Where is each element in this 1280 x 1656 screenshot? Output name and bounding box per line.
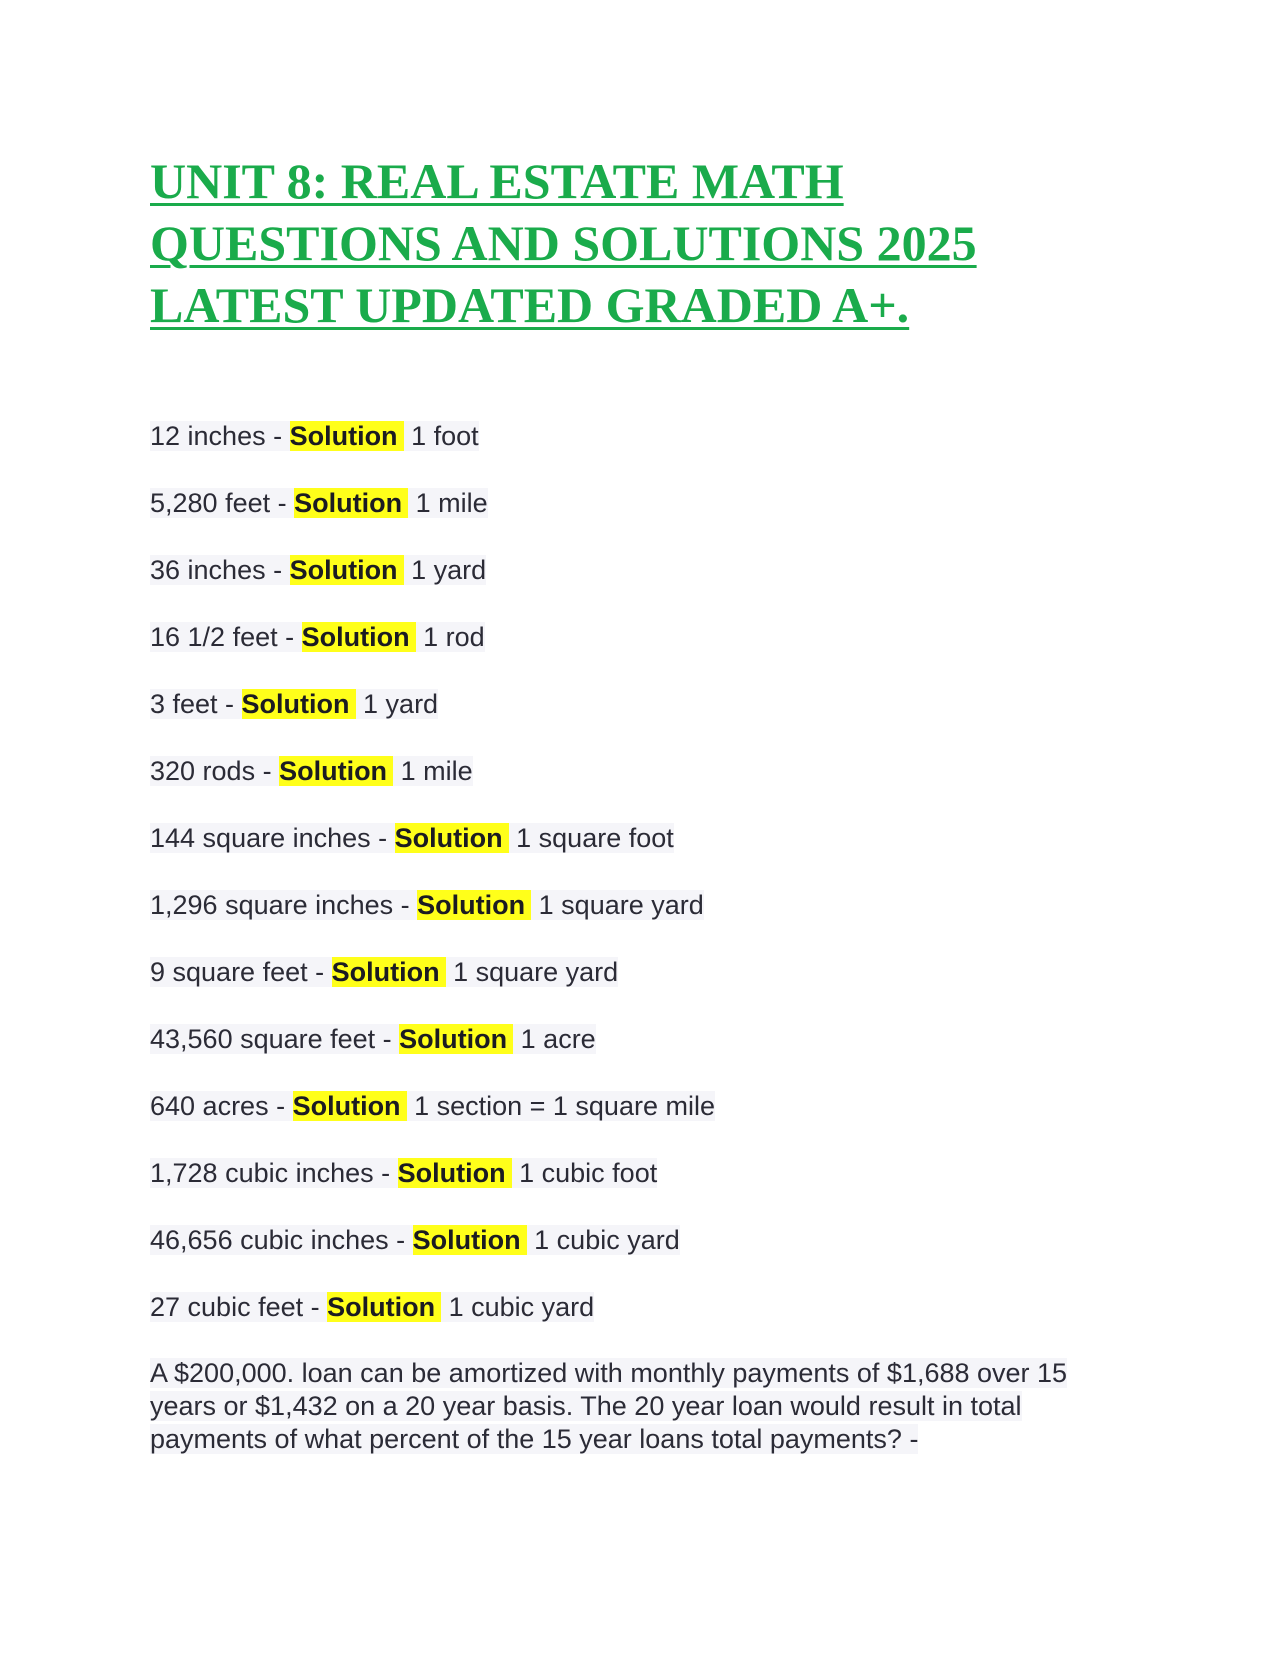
solution-label: Solution	[294, 488, 408, 518]
entry-answer: 1 mile	[408, 488, 488, 518]
entry-answer: 1 square yard	[531, 890, 704, 920]
question-paragraph	[150, 1357, 1110, 1456]
list-item	[150, 1156, 1130, 1223]
list-item	[150, 955, 1130, 1022]
list-item	[150, 486, 1130, 553]
list-item	[150, 888, 1130, 955]
list-item	[150, 419, 1130, 486]
solution-label: Solution	[395, 823, 509, 853]
list-item	[150, 553, 1130, 620]
entry-term: 5,280 feet -	[150, 488, 295, 518]
document-page	[150, 150, 1130, 1456]
entry-answer: 1 square foot	[508, 823, 674, 853]
list-item	[150, 620, 1130, 687]
entry-term: 36 inches -	[150, 555, 290, 585]
entry-answer: 1 square yard	[445, 957, 619, 987]
list-item	[150, 687, 1130, 754]
solution-label: Solution	[417, 890, 531, 920]
question-text: A $200,000. loan can be amortized with monthly payments of $1,688 over 15 years or $1,432 on a 20 year basis. The 20 year loan would result in total payments of what percent of the 15 year loans total payments? -	[150, 1358, 1068, 1454]
entry-term: 320 rods -	[150, 756, 280, 786]
list-item	[150, 1223, 1130, 1290]
entry-term: 46,656 cubic inches -	[150, 1225, 413, 1255]
entry-answer: 1 rod	[415, 622, 485, 652]
flashcard-list	[150, 419, 1130, 1357]
solution-label: Solution	[290, 555, 404, 585]
list-item	[150, 1290, 1130, 1357]
entry-term: 27 cubic feet -	[150, 1292, 328, 1322]
entry-answer: 1 cubic yard	[441, 1292, 595, 1322]
entry-answer: 1 foot	[403, 421, 479, 451]
entry-term: 1,728 cubic inches -	[150, 1158, 398, 1188]
list-item	[150, 1022, 1130, 1089]
entry-term: 1,296 square inches -	[150, 890, 418, 920]
solution-label: Solution	[242, 689, 356, 719]
entry-term: 640 acres -	[150, 1091, 293, 1121]
entry-answer: 1 cubic yard	[526, 1225, 680, 1255]
solution-label: Solution	[302, 622, 416, 652]
solution-label: Solution	[332, 957, 446, 987]
entry-term: 144 square inches -	[150, 823, 395, 853]
entry-answer: 1 mile	[393, 756, 473, 786]
solution-label: Solution	[290, 421, 404, 451]
document-title: UNIT 8: REAL ESTATE MATH QUESTIONS AND SOLUTIONS 2025 LATEST UPDATED GRADED A+.	[150, 153, 977, 333]
entry-term: 9 square feet -	[150, 957, 332, 987]
entry-answer: 1 yard	[403, 555, 487, 585]
list-item	[150, 1089, 1130, 1156]
entry-answer: 1 section = 1 square mile	[406, 1091, 715, 1121]
solution-label: Solution	[327, 1292, 441, 1322]
solution-label: Solution	[293, 1091, 407, 1121]
solution-label: Solution	[413, 1225, 527, 1255]
solution-label: Solution	[279, 756, 393, 786]
entry-answer: 1 yard	[355, 689, 439, 719]
list-item	[150, 821, 1130, 888]
solution-label: Solution	[399, 1024, 513, 1054]
entry-answer: 1 cubic foot	[511, 1158, 658, 1188]
entry-term: 3 feet -	[150, 689, 242, 719]
entry-answer: 1 acre	[513, 1024, 596, 1054]
entry-term: 12 inches -	[150, 421, 290, 451]
list-item	[150, 754, 1130, 821]
entry-term: 16 1/2 feet -	[150, 622, 302, 652]
entry-term: 43,560 square feet -	[150, 1024, 400, 1054]
solution-label: Solution	[398, 1158, 512, 1188]
